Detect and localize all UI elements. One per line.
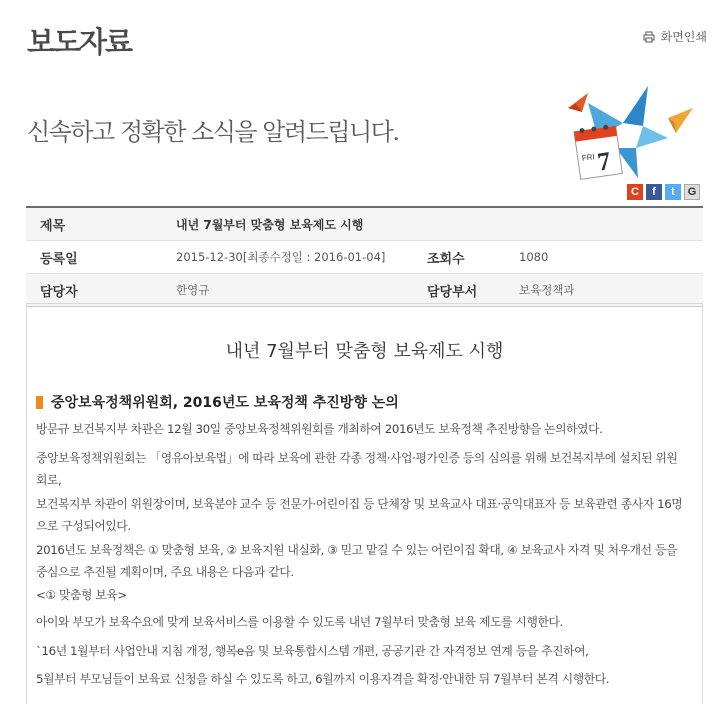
paragraph: 중앙보육정책위원회는 「영유아보육법」에 따라 보육에 관한 각종 정책·사업·평가인증 등의 심의를 위해 보건복지부에 설치된 위원회로, [36,451,678,487]
dept-value: 보육정책과 [519,283,575,297]
share-c-icon[interactable]: C [627,184,643,200]
paragraph: 2016년도 보육정책은 ① 맞춤형 보육, ② 보육지원 내실화, ③ 믿고 맡길 수 있는 어린이집 확대, ④ 보육교사 자격 및 처우개선 등을 중심으로 추진될 계획이며, 주요 내용은 다음과 같다. [36,543,677,579]
manager-value: 한영규 [176,283,210,297]
paragraph: 5월부터 부모님들이 보육료 신청을 하실 수 있도록 하고, 6월까지 이용자격을 확정·안내한 뒤 7월부터 본격 시행한다. [36,672,610,686]
paragraph: 아이와 부모가 보육수요에 맞게 보육서비스를 이용할 수 있도록 내년 7월부터 맞춤형 보육 제도를 시행한다. [36,615,563,629]
calendar-day-number: 7 [595,146,613,177]
subject-label: 제목 [40,218,66,234]
paragraph: <① 맞춤형 보육> [36,588,127,602]
meta-row-manager [26,274,703,306]
section-heading [36,392,399,412]
paragraph: 보건복지부 차관이 위원장이며, 보육분야 교수 등 전문가·어린이집 등 단체장 및 보육교사 대표·공익대표자 등 보육관련 종사자 16명으로 구성되어있다. [36,497,683,533]
paragraph: 방문규 보건복지부 차관은 12월 30일 중앙보육정책위원회를 개최하여 2016년도 보육정책 추진방향을 논의하였다. [36,422,603,436]
google-icon[interactable]: G [684,184,700,200]
manager-label: 담당자 [40,284,78,300]
pinwheel-calendar-illustration [548,78,698,188]
section-heading-text: 중앙보육정책위원회, 2016년도 보육정책 추진방향 논의 [51,395,399,411]
article-title: 내년 7월부터 맞춤형 보육제도 시행 [225,341,504,362]
views-value: 1080 [519,250,549,264]
dept-label: 담당부서 [427,284,478,300]
twitter-icon[interactable]: t [665,184,681,200]
print-label: 화면인쇄 [660,30,707,44]
printer-icon [643,31,655,43]
article-meta-table [26,206,703,307]
section-bullet-icon [36,396,43,409]
facebook-icon[interactable]: f [646,184,662,200]
meta-row-date [26,241,703,274]
date-label: 등록일 [40,251,78,267]
page-header-title: 보도자료 [27,25,132,59]
calendar-day-label: FRI [581,152,596,163]
paragraph: `16년 1월부터 사업안내 지침 개정, 행복e음 및 보육통합시스템 개편, 공공기관 간 자격정보 연계 등을 추진하여, [36,644,589,658]
header-slogan: 신속하고 정확한 소식을 알려드립니다. [27,118,399,146]
subject-value: 내년 7월부터 맞춤형 보육제도 시행 [176,217,364,232]
date-value: 2015-12-30[최종수정일 : 2016-01-04] [176,250,386,264]
article-body [26,303,703,704]
share-buttons [627,184,700,200]
views-label: 조회수 [427,251,465,267]
print-button[interactable] [643,28,707,45]
meta-row-subject [26,208,703,241]
